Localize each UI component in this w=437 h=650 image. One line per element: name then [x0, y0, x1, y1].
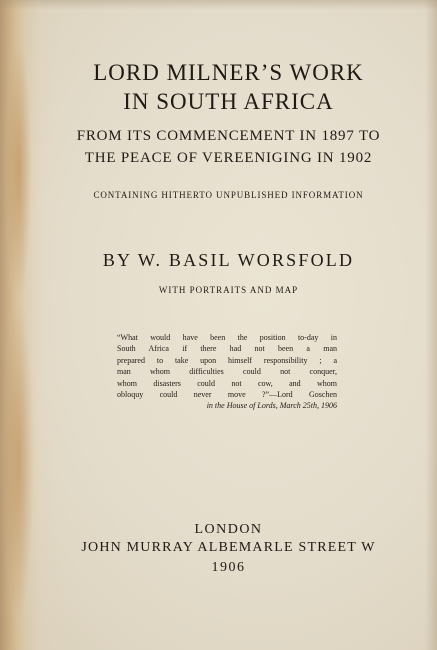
subtitle-line-2: THE PEACE OF VEREENIGING IN 1902: [84, 150, 373, 166]
illustrations-note: WITH PORTRAITS AND MAP: [158, 285, 299, 295]
epigraph-line: in the House of Lords, March 25th, 1906: [206, 401, 337, 411]
epigraph-line: “What would have been the position to-day in: [117, 333, 337, 342]
imprint-publisher: JOHN MURRAY ALBEMARLE STREET W: [81, 540, 376, 555]
epigraph: [117, 332, 337, 412]
imprint-city: LONDON: [194, 522, 263, 537]
imprint-year: 1906: [211, 560, 246, 575]
epigraph-line: obloquy could never move ?”—Lord Goschen: [117, 390, 337, 400]
unpublished-note: CONTAINING HITHERTO UNPUBLISHED INFORMATION: [93, 190, 364, 200]
epigraph-line: man whom difficulties could not conquer,: [117, 367, 337, 377]
epigraph-line: prepared to take upon himself responsibility ; a: [117, 355, 337, 365]
epigraph-line: whom disasters could not cow, and whom: [117, 378, 337, 388]
epigraph-line: South Africa if there had not been a man: [117, 344, 337, 354]
book-title-line-1: LORD MILNER’S WORK: [93, 60, 364, 85]
page-edge: [0, 0, 437, 10]
subtitle-line-1: FROM ITS COMMENCEMENT IN 1897 TO: [76, 128, 381, 144]
book-title-line-2: IN SOUTH AFRICA: [123, 89, 334, 114]
author-line: BY W. BASIL WORSFOLD: [102, 250, 355, 270]
